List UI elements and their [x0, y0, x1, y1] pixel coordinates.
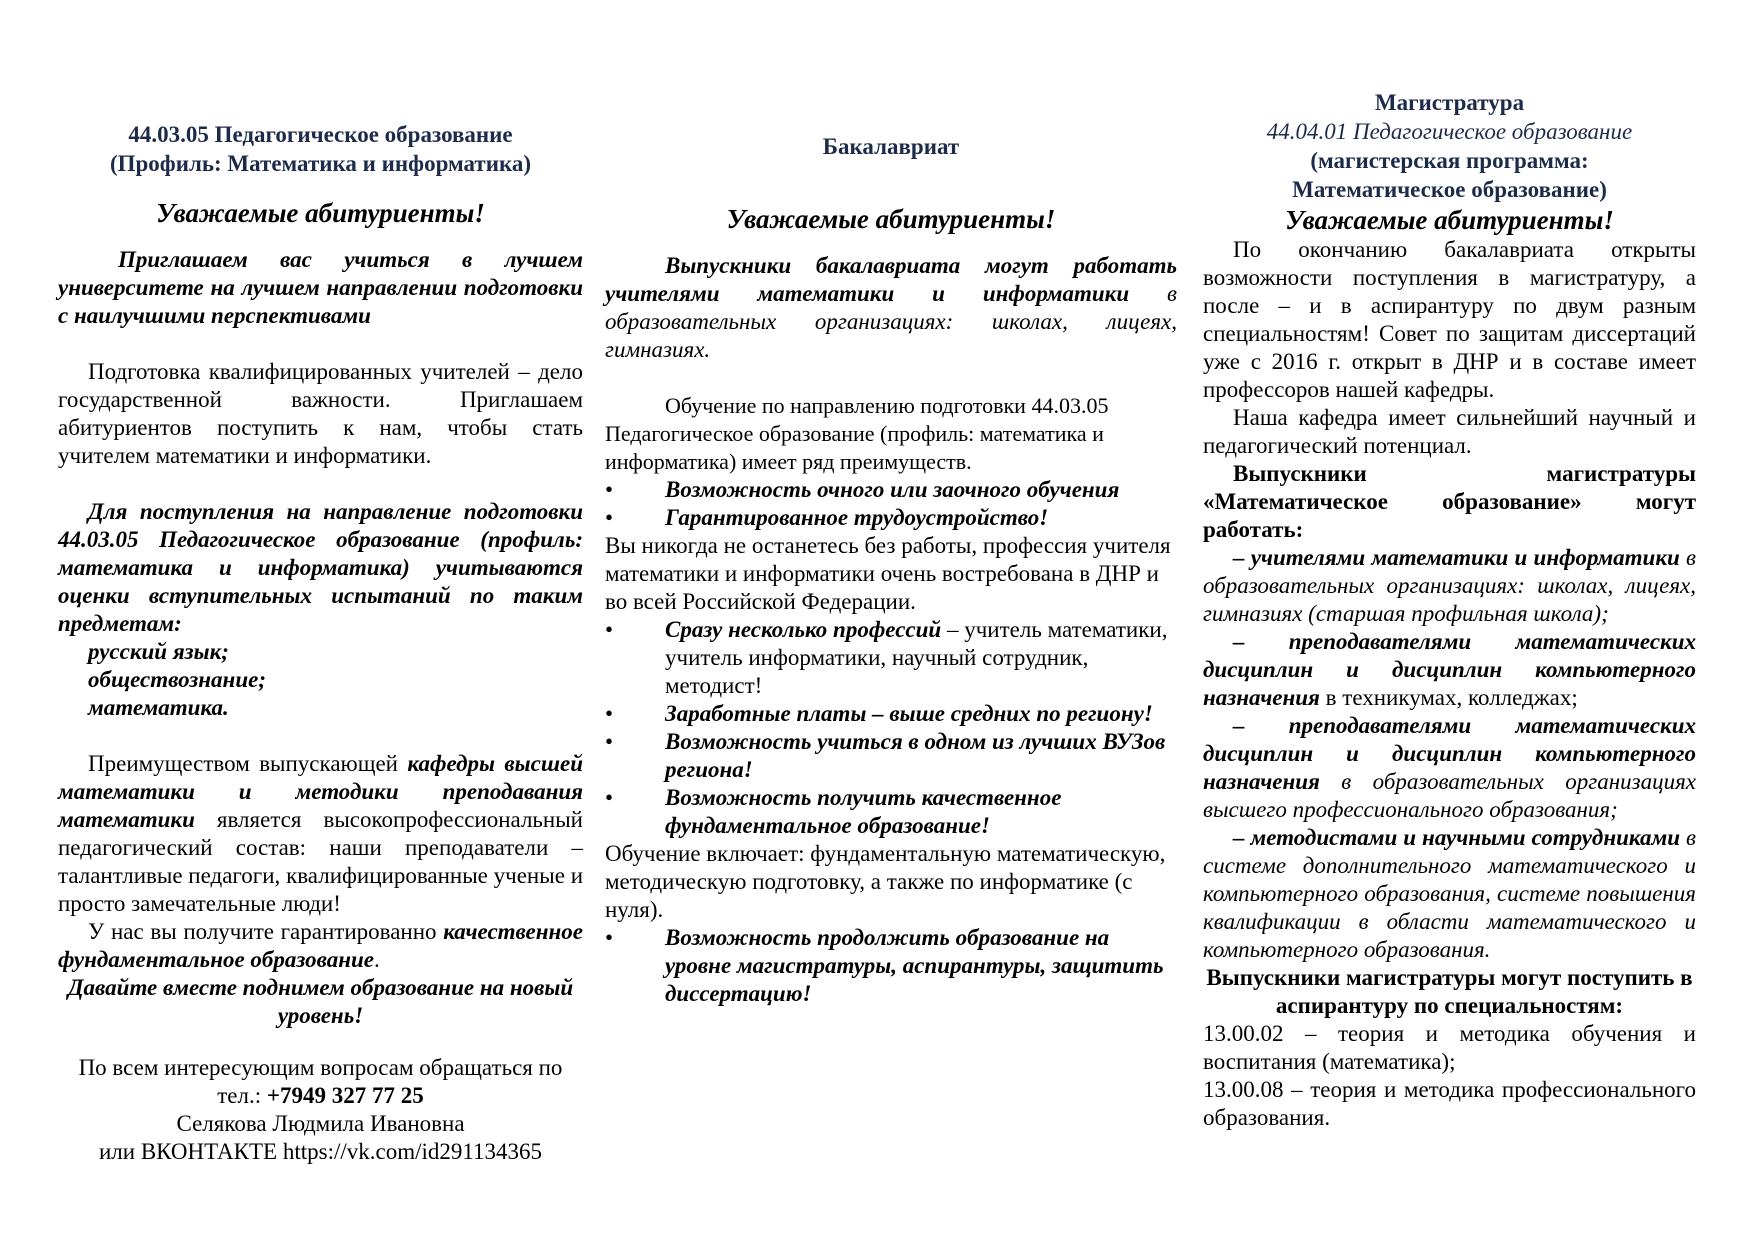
specialty-item: 13.00.02 – теория и методика обучения и воспитания (математика); — [1203, 1021, 1696, 1074]
invite-text: Приглашаем вас учиться в лучшем университете на лучшем направлении подготовки с наилучшими перспективами — [58, 247, 583, 328]
section-title: Бакалавриат — [822, 134, 960, 159]
career-item: – преподавателями математических дисциплин и дисциплин компьютерного назначения в образовательных организациях высшего профессионального образования; — [1203, 713, 1696, 822]
list-item: обществознание; — [88, 667, 266, 692]
list-item-text: Обучение включает: фундаментальную математическую, методическую подготовку, а также по информатике (с нуля). — [605, 841, 1166, 922]
career-item: – преподавателями математических дисциплин и дисциплин компьютерного назначения в техникумах, колледжах; — [1203, 629, 1696, 710]
column-master — [1203, 0, 1696, 1132]
department-paragraph: Наша кафедра имеет сильнейший научный и педагогический потенциал. — [1203, 405, 1696, 458]
list-item: • Сразу несколько профессий – учитель математики, учитель информатики, научный сотрудник, методист! — [605, 617, 1168, 698]
contact-block: По всем интересующим вопросам обращаться по тел.: +7949 327 77 25 Селякова Людмила Ивановна или ВКОНТАКТЕ https://vk.com/id291134365 — [58, 1054, 583, 1166]
list-item: • Возможность учиться в одном из лучших ВУЗов региона! — [605, 729, 1166, 782]
list-item: • Заработные платы – выше средних по региону! — [605, 701, 1153, 726]
list-item: математика. — [88, 695, 229, 720]
list-item-text: Вы никогда не останетесь без работы, профессия учителя математики и информатики очень востребована в ДНР и во всей Российской Федерации. — [605, 533, 1171, 614]
specialty-item: 13.00.08 – теория и методика профессионального образования. — [1203, 1077, 1696, 1130]
intro-paragraph: Подготовка квалифицированных учителей – дело государственной важности. Приглашаем абитуриентов поступить к нам, чтобы стать учителем математики и информатики. — [58, 359, 583, 468]
graduates-heading: Выпускники магистратуры «Математическое образование» могут работать: — [1203, 461, 1696, 542]
greeting: Уважаемые абитуриенты! — [726, 204, 1056, 234]
column-bachelor-profile — [58, 0, 583, 1166]
column-bachelor — [605, 0, 1177, 1008]
vk-link: или ВКОНТАКТЕ https://vk.com/id291134365 — [98, 1139, 543, 1164]
list-item: русский язык; — [88, 639, 229, 664]
program-title: 44.03.05 Педагогическое образование (Профиль: Математика и информатика) — [109, 122, 532, 176]
list-item: • Возможность очного или заочного обучения — [605, 477, 1120, 502]
intro-paragraph: По окончанию бакалавриата открыты возможности поступления в магистратуру, а после – и в аспирантуру по двум разным специальностям! Совет по защитам диссертаций уже с 2016 г. открыт в ДНР и в составе имеет профессоров нашей кафедры. — [1203, 237, 1696, 402]
contact-person: Селякова Людмила Ивановна — [176, 1111, 465, 1136]
training-paragraph: Обучение по направлению подготовки 44.03.05 Педагогическое образование (профиль: математика и информатика) имеет ряд преимуществ. — [605, 393, 1109, 474]
section-title: Магистратура 44.04.01 Педагогическое образование (магистерская программа: Математическое образование) — [1266, 90, 1633, 202]
list-item: • Возможность продолжить образование на уровне магистратуры, аспирантуры, защитить диссертацию! — [605, 925, 1164, 1006]
advantage-paragraph: Преимуществом выпускающей кафедры высшей математики и методики преподавания математики является высокопрофессиональный педагогический состав: наши преподаватели – талантливые педагоги, квалифицированные ученые и просто замечательные люди! — [58, 751, 583, 916]
list-item: • Гарантированное трудоустройство! — [605, 505, 1049, 530]
together-slogan: Давайте вместе поднимем образование на новый уровень! — [67, 975, 574, 1028]
phd-heading: Выпускники магистратуры могут поступить в аспирантуру по специальностям: — [1206, 965, 1693, 1018]
greeting: Уважаемые абитуриенты! — [1285, 205, 1614, 235]
admission-text: Для поступления на направление подготовки 44.03.05 Педагогическое образование (профиль: математика и информатика) учитываются оценки вступительных испытаний по таким предметам: — [58, 499, 583, 636]
graduates-paragraph: Выпускники бакалавриата могут работать учителями математики и информатики в образовательных организациях: школах, лицеях, гимназиях. — [605, 253, 1178, 362]
career-item: – методистами и научными сотрудниками в системе дополнительного математического и компьютерного образования, системе повышения квалификации в области математического и компьютерного образования. — [1203, 825, 1697, 962]
subjects-list — [58, 638, 583, 722]
phone-number: +7949 327 77 25 — [266, 1083, 424, 1108]
greeting: Уважаемые абитуриенты! — [156, 198, 485, 228]
career-item: – учителями математики и информатики в образовательных организациях: школах, лицеях, гимназиях (старшая профильная школа); — [1203, 545, 1696, 626]
list-item: • Возможность получить качественное фундаментальное образование! — [605, 785, 1062, 838]
guarantee-paragraph: У нас вы получите гарантированно качественное фундаментальное образование. — [58, 919, 583, 972]
